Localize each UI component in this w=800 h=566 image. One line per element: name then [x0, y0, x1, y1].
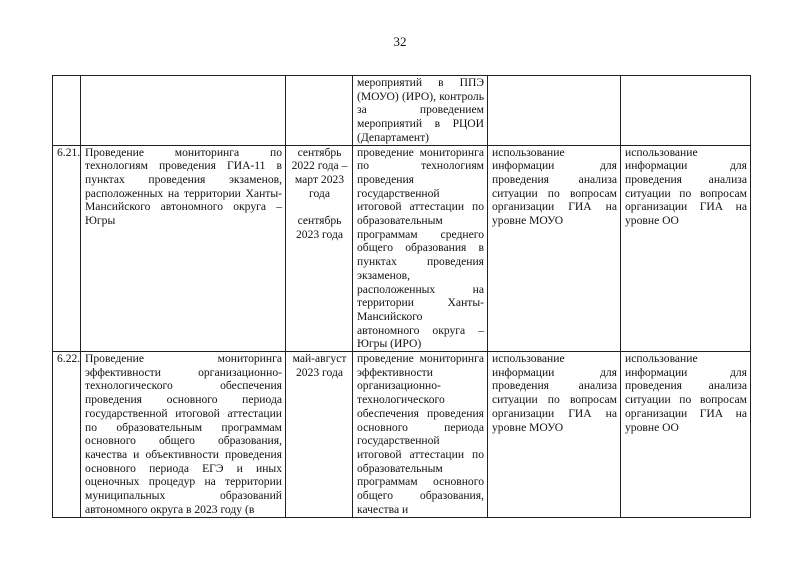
cell-result-mouo: использование информации для проведения анализа ситуации по вопросам организации ГИА на уровне МОУО: [488, 352, 621, 517]
cell-num: 6.22.: [53, 352, 81, 517]
cell-num: 6.21.: [53, 145, 81, 352]
cell-mechanism: мероприятий в ППЭ (МОУО) (ИРО), контроль за проведением мероприятий в РЦОИ (Департамент): [353, 76, 488, 146]
cell-result-mouo: [488, 76, 621, 146]
cell-period: май-август 2023 года: [286, 352, 353, 517]
cell-mechanism: проведение мониторинга по технологиям проведения государственной итоговой аттестации по образовательным программам среднего общего образования в пунктах проведения экзаменов, расположенных на территории Ханты-Мансийского автономного округа – Югры (ИРО): [353, 145, 488, 352]
period-2: сентябрь 2023 года: [295, 214, 344, 241]
cell-num: [53, 76, 81, 146]
cell-period: [286, 145, 353, 352]
cell-result-oo: использование информации для проведения анализа ситуации по вопросам организации ГИА на уровне ОО: [621, 145, 751, 352]
period-1: сентябрь 2022 года – март 2023 года: [291, 145, 348, 200]
cell-result-oo: [621, 76, 751, 146]
cell-result-mouo: использование информации для проведения анализа ситуации по вопросам организации ГИА на уровне МОУО: [488, 145, 621, 352]
cell-desc: Проведение мониторинга по технологиям проведения ГИА-11 в пунктах проведения экзаменов, расположенных на территории Ханты-Мансийского автономного округа – Югры: [81, 145, 286, 352]
cell-desc: [81, 76, 286, 146]
table-row: [53, 76, 751, 146]
cell-desc: Проведение мониторинга эффективности организационно-технологического обеспечения проведения основного периода государственной итоговой аттестации по образовательным программам основного общего образования, качества и объективности проведения основного периода ЕГЭ и иных оценочных процедур на территории муниципальных образований автономного округа в 2023 году (в: [81, 352, 286, 517]
table-row: [53, 145, 751, 352]
page-number: 32: [393, 34, 407, 49]
table-row: [53, 352, 751, 517]
cell-period: [286, 76, 353, 146]
cell-result-oo: использование информации для проведения анализа ситуации по вопросам организации ГИА на уровне ОО: [621, 352, 751, 517]
plan-table: [52, 75, 751, 518]
cell-mechanism: проведение мониторинга эффективности организационно-технологического обеспечения проведения основного периода государственной итоговой аттестации по образовательным программам основного общего образования, качества и: [353, 352, 488, 517]
